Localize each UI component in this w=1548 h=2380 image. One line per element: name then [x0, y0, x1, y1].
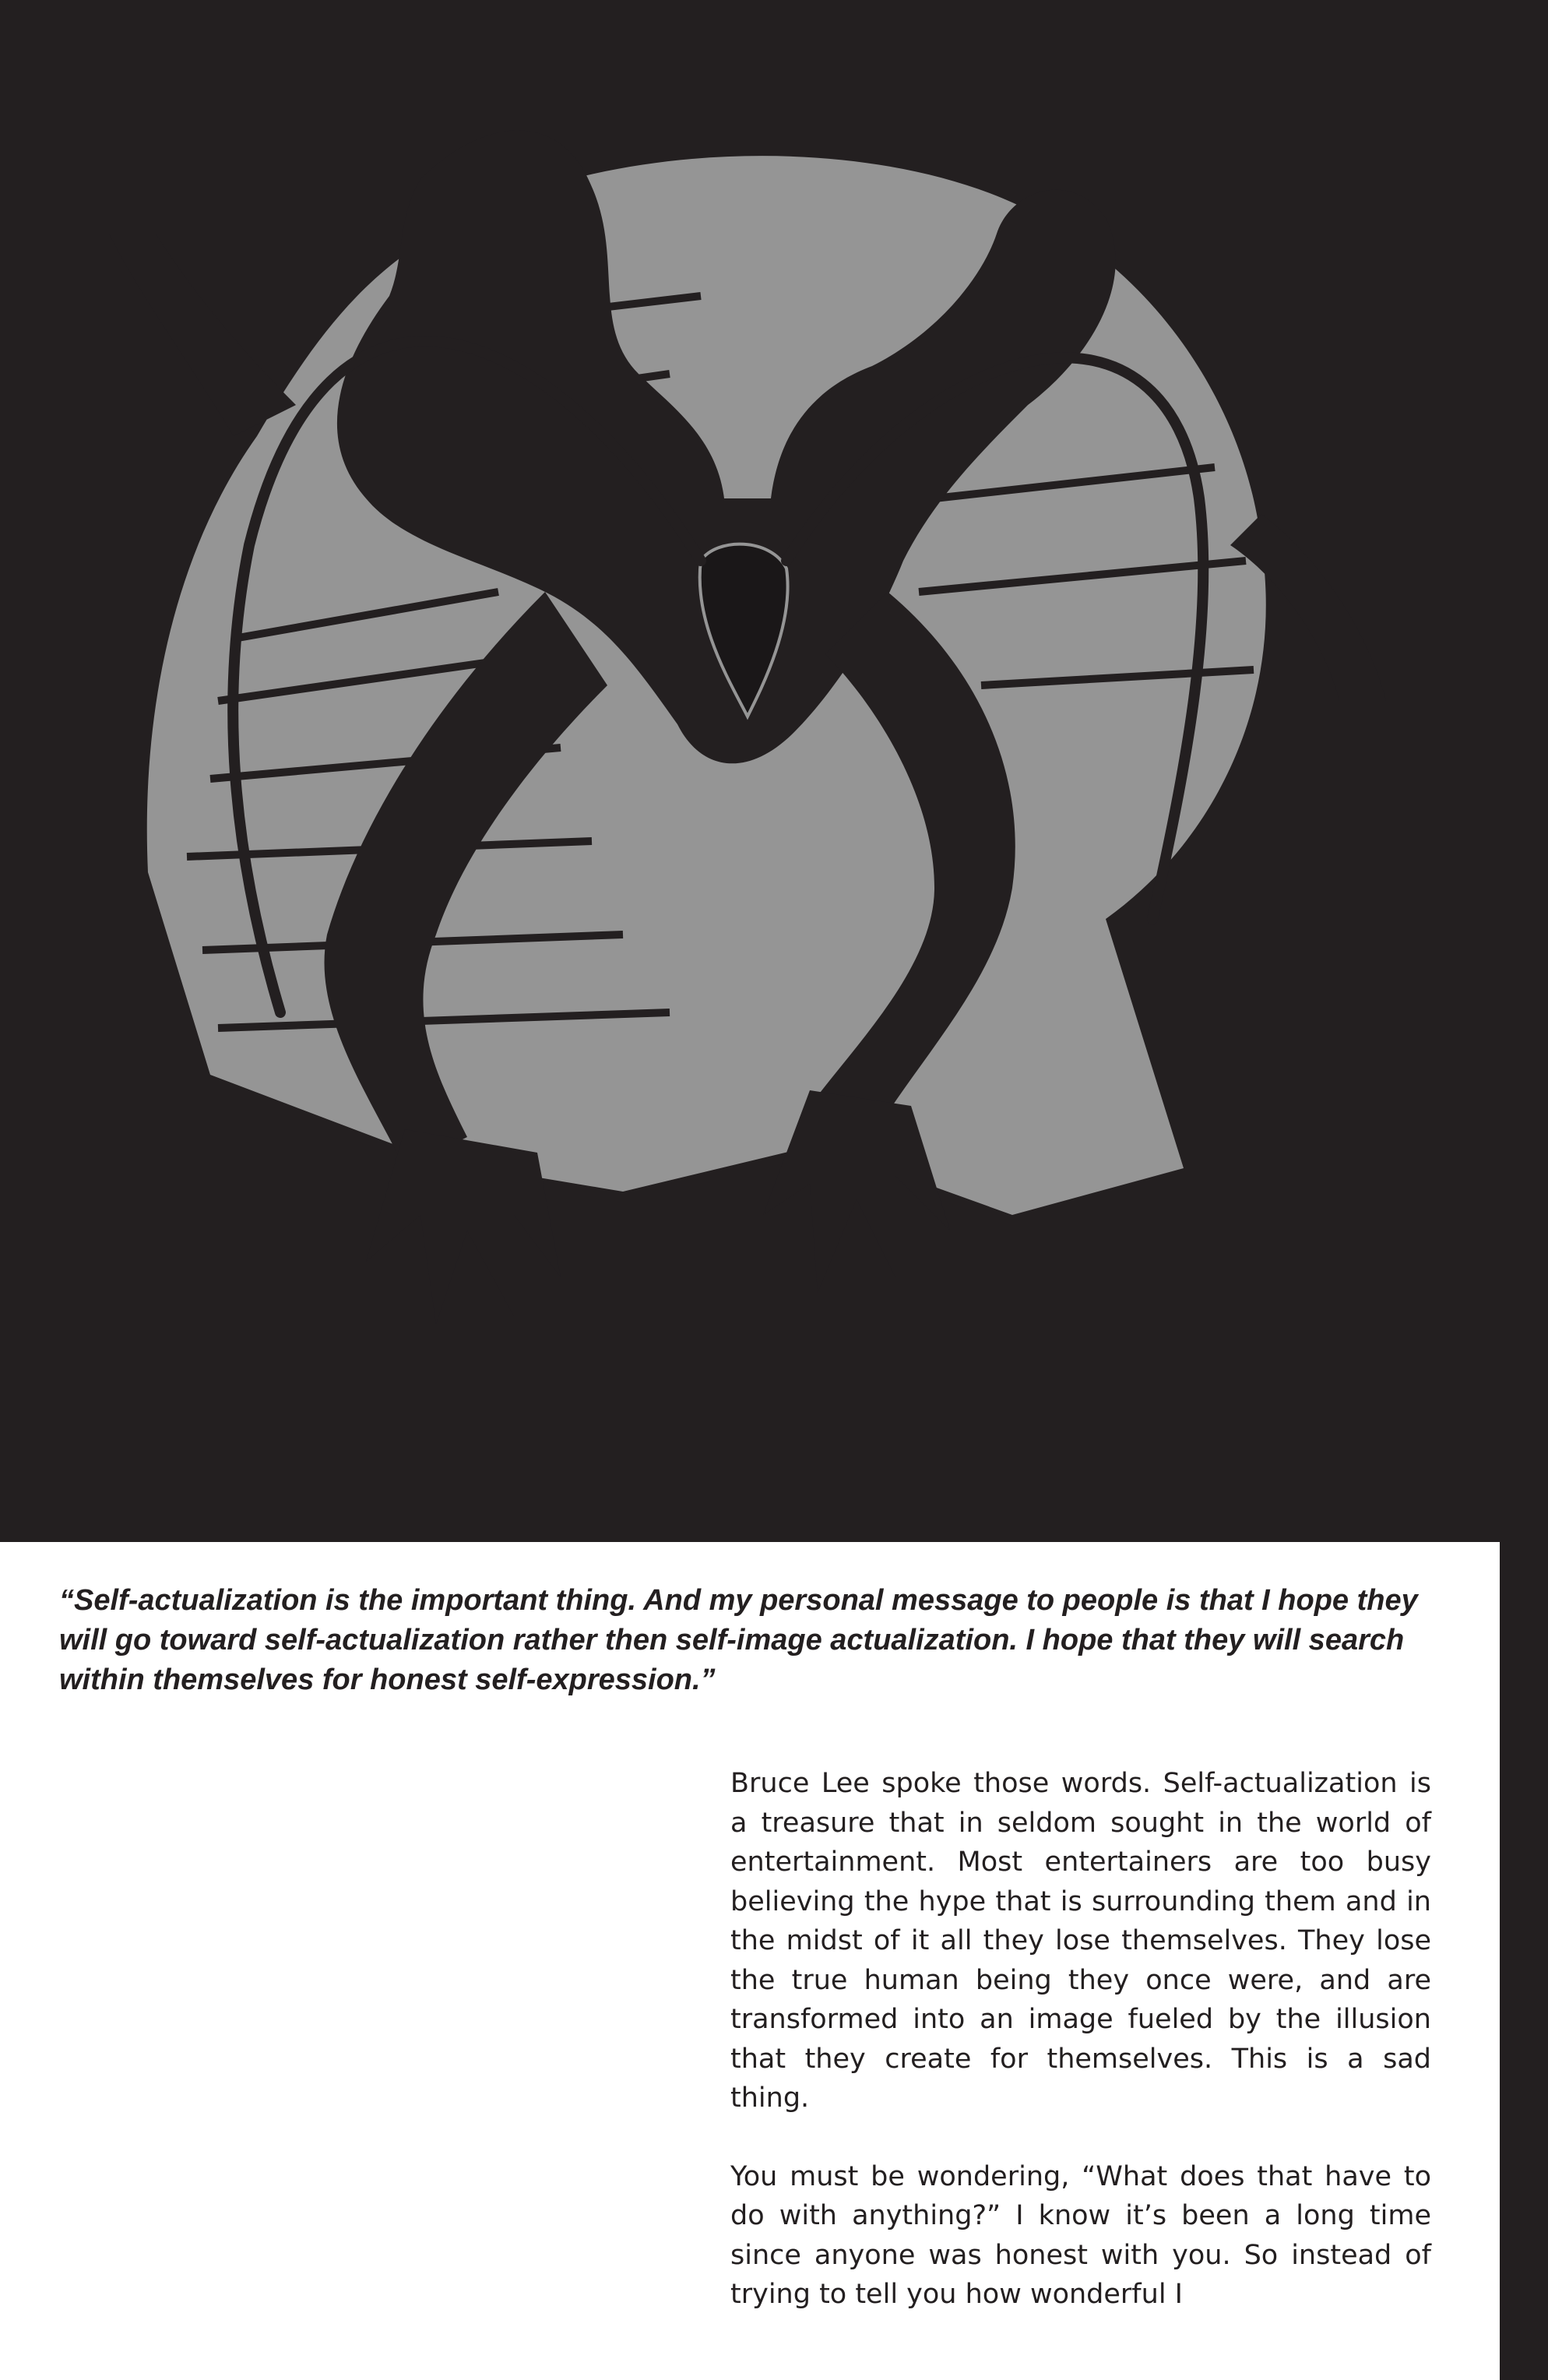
article-body [730, 1764, 1431, 2354]
body-paragraph-2: You must be wondering, “What does that have to do with anything?” I know it’s been a long time since anyone was honest with you. So instead of trying to tell you how wonderful I [730, 2160, 1431, 2310]
body-paragraph-1: Bruce Lee spoke those words. Self-actualization is a treasure that in seldom sought in the world of entertainment. Most entertainers are too busy believing the hype that is surrounding them and in the midst of it all they lose themselves. They lose the true human being they once were, and are transformed into an image fueled by the illusion that they create for themselves. This is a sad thing. [730, 1768, 1431, 2114]
pull-quote: “Self-actualization is the important thing. And my personal message to people is that I hope they will go toward self-actualization rather then self-image actualization. I hope that they will search within themselves for honest self-expression.” [59, 1584, 1418, 1696]
right-margin-bar [1500, 1542, 1548, 2380]
